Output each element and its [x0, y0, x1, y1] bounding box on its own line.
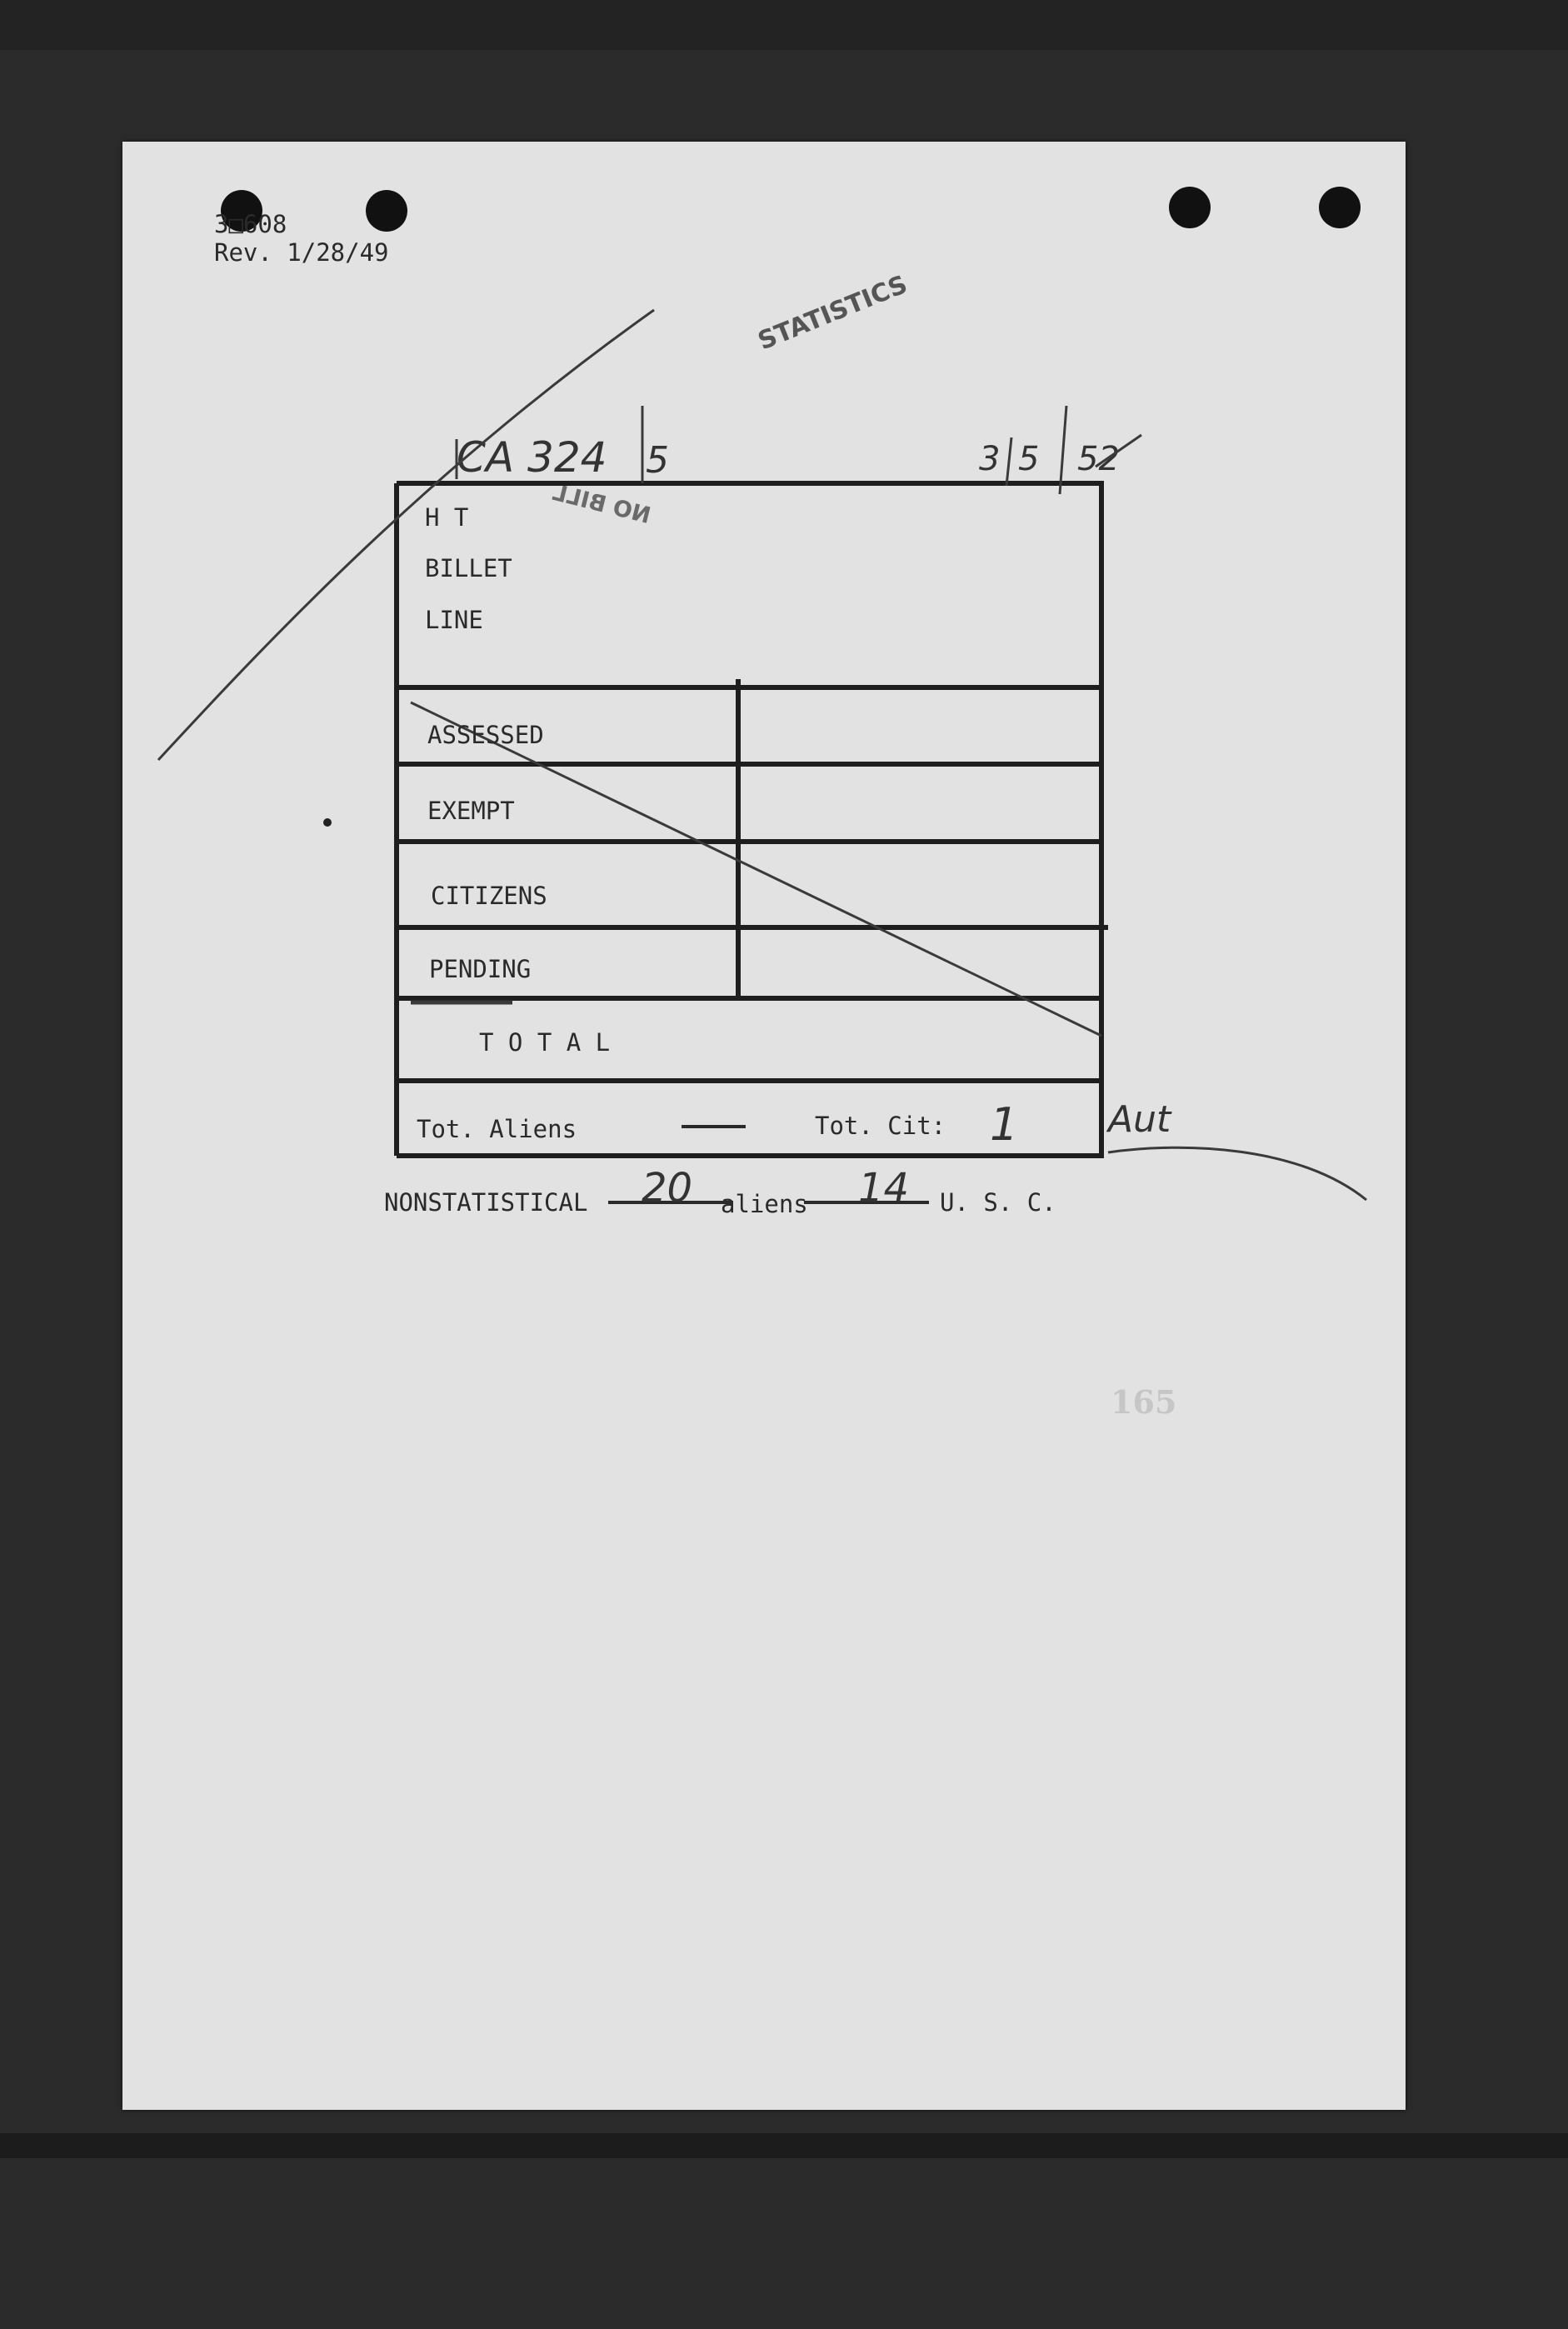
- total-citizens-value: 1: [990, 1098, 1019, 1151]
- no-bill-stamp: NO BILL: [550, 479, 653, 530]
- label-line: LINE: [425, 606, 483, 634]
- total-label: T O T A L: [479, 1028, 611, 1057]
- label-ht: H T: [425, 503, 469, 532]
- row-label-pending: PENDING: [429, 955, 532, 983]
- case-suffix: 5: [646, 439, 669, 482]
- date-day: 5: [1018, 440, 1040, 478]
- nonstatistical-usc-label: U. S. C.: [940, 1188, 1056, 1217]
- row-label-exempt: EXEMPT: [427, 797, 515, 825]
- form-number: 3□608: [214, 210, 287, 238]
- date-month: 3: [979, 440, 1001, 478]
- statistics-stamp: STATISTICS: [754, 269, 911, 357]
- total-citizens-label: Tot. Cit:: [815, 1112, 946, 1140]
- case-number: CA 324: [457, 433, 607, 482]
- nonstatistical-aliens-label: aliens: [721, 1190, 808, 1218]
- page-number: 165: [1111, 1383, 1177, 1421]
- row-label-assessed: ASSESSED: [427, 721, 544, 749]
- nonstatistical-aliens-count: 20: [642, 1165, 693, 1212]
- form-revision: Rev. 1/28/49: [214, 238, 389, 267]
- date-year: 52: [1077, 440, 1120, 478]
- nonstatistical-usc-count: 14: [858, 1165, 910, 1212]
- nonstatistical-label: NONSTATISTICAL: [384, 1188, 588, 1217]
- initials-signature: Aut: [1108, 1098, 1171, 1141]
- row-label-citizens: CITIZENS: [431, 882, 547, 910]
- total-aliens-label: Tot. Aliens: [417, 1115, 577, 1143]
- label-billet: BILLET: [425, 554, 512, 582]
